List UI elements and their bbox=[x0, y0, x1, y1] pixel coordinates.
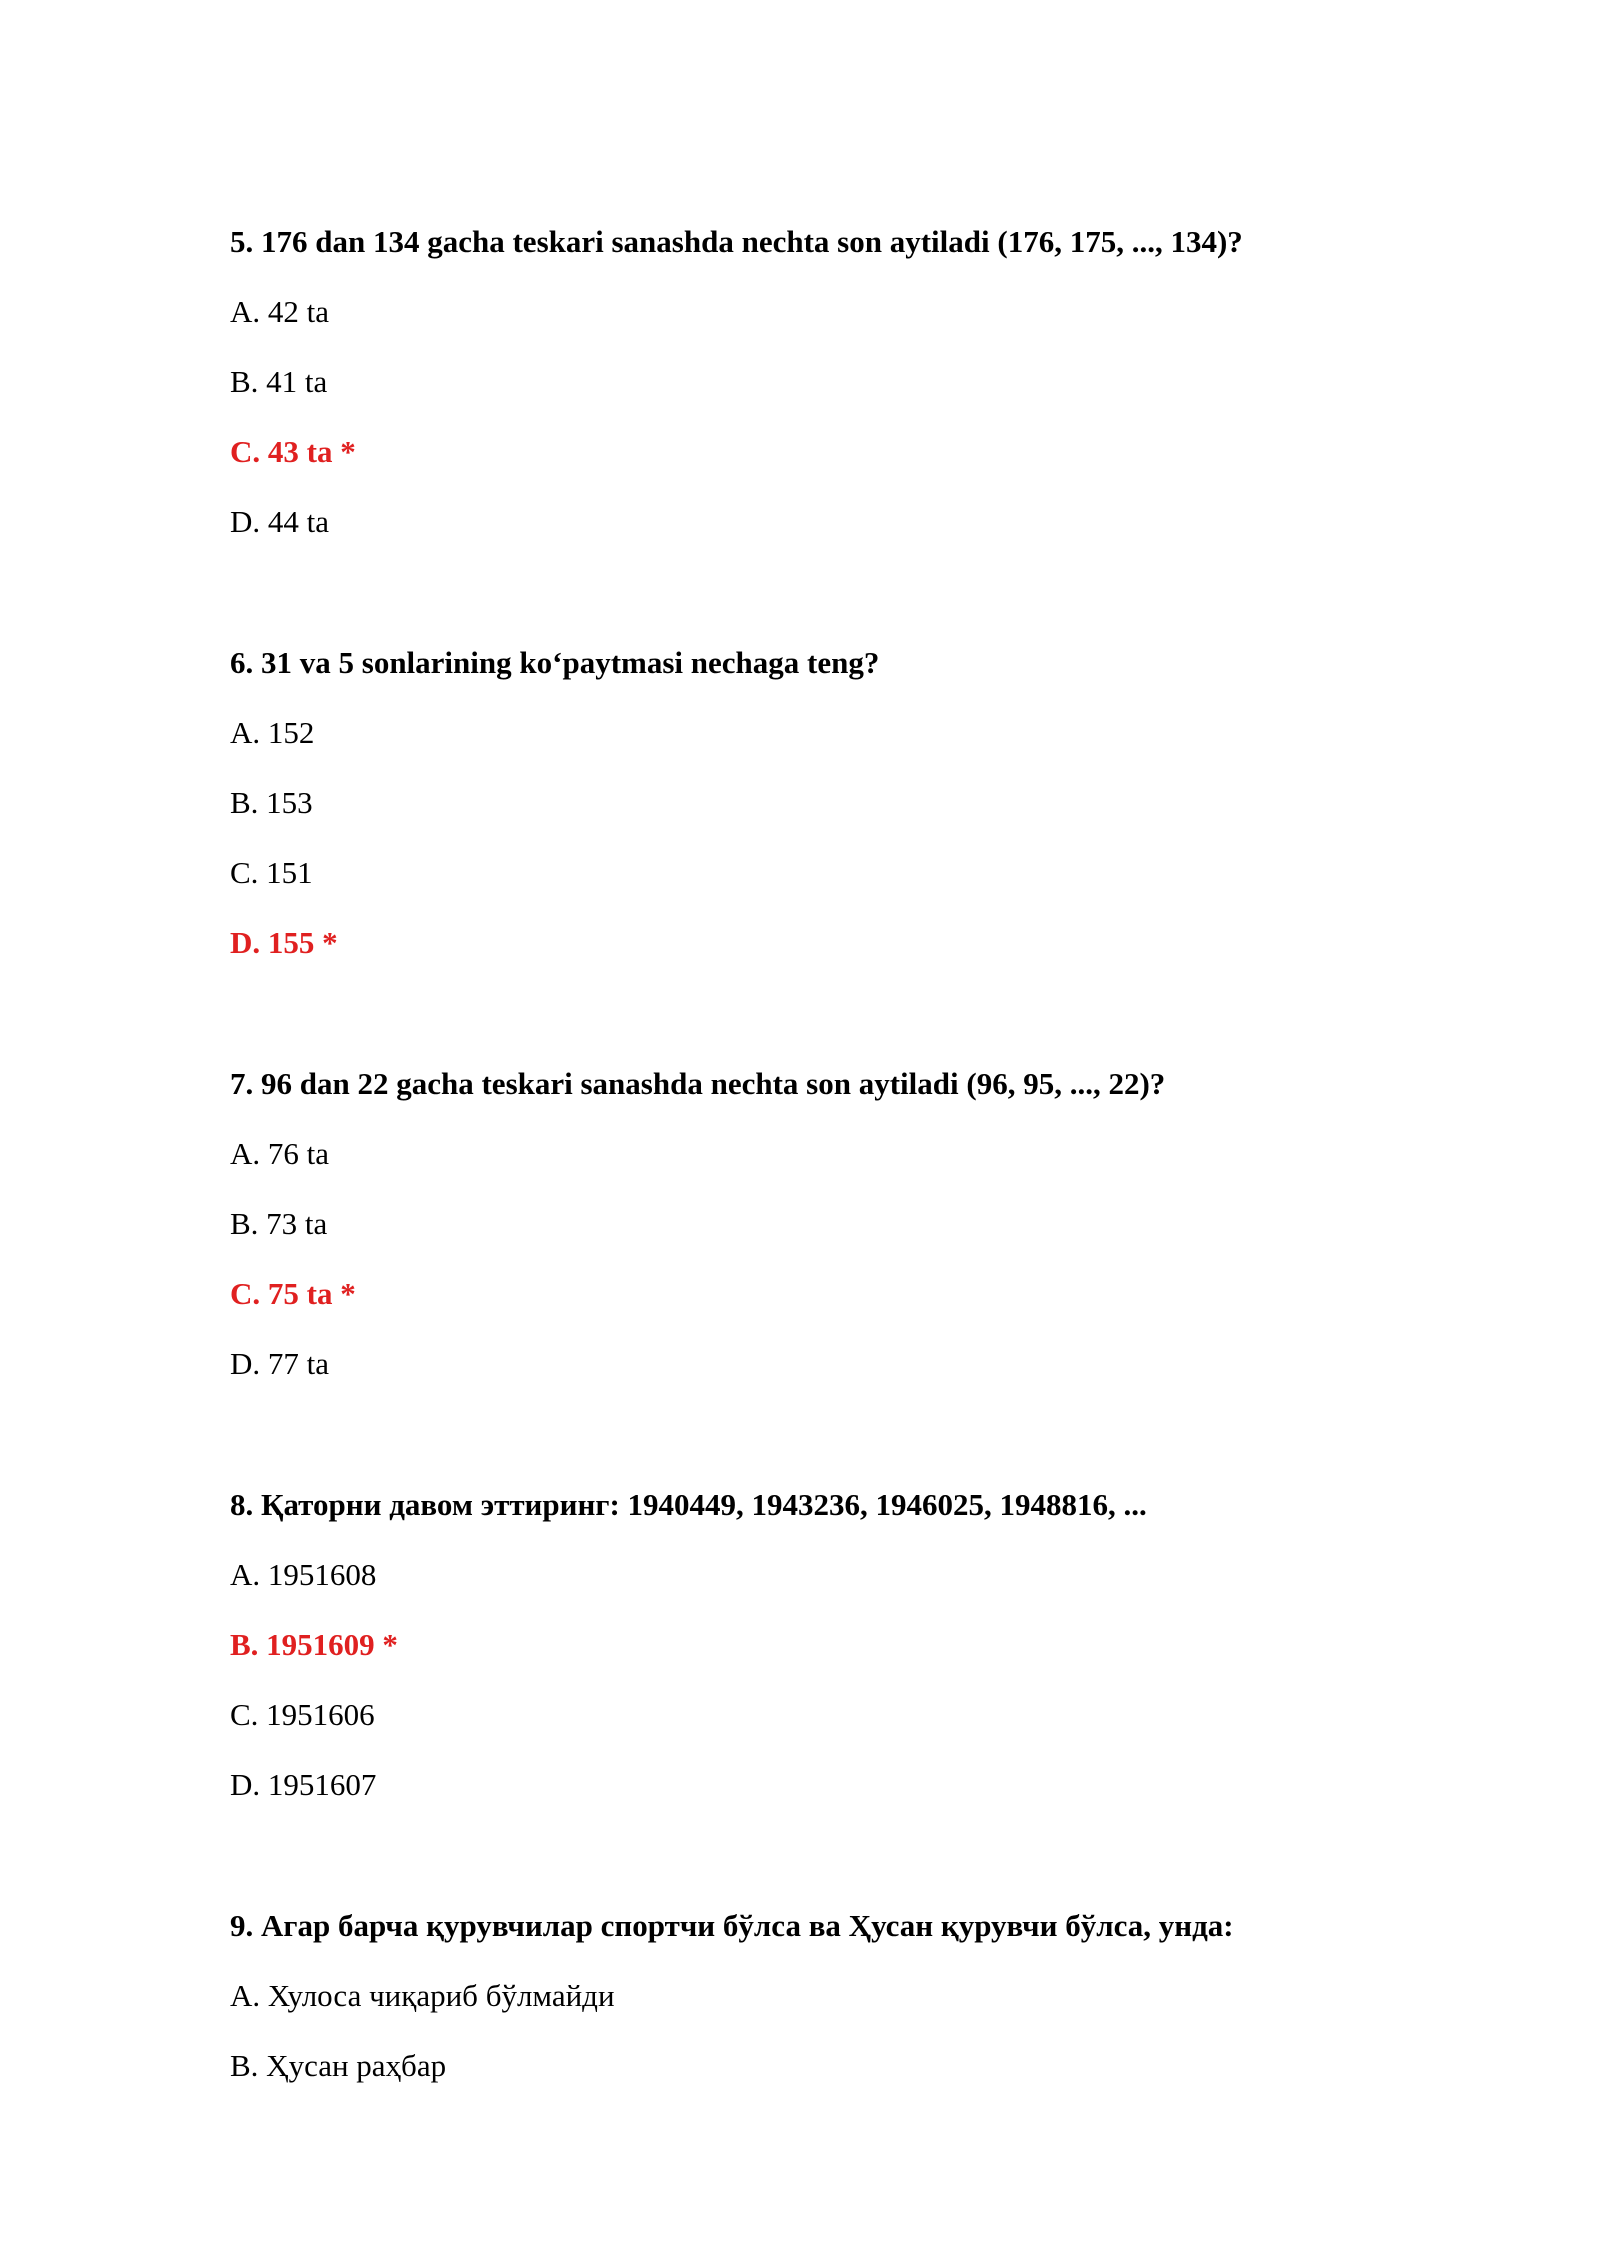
question-9-option-b: B. Ҳусан раҳбар bbox=[230, 2048, 447, 2083]
question-7-option-d: D. 77 ta bbox=[230, 1346, 330, 1381]
question-7-option-c-correct: C. 75 ta * bbox=[230, 1276, 356, 1311]
question-5-text: 5. 176 dan 134 gacha teskari sanashda nechta son aytiladi (176, 175, ..., 134)? bbox=[230, 224, 1243, 259]
question-6-option-d-correct: D. 155 * bbox=[230, 925, 338, 960]
question-7-text: 7. 96 dan 22 gacha teskari sanashda nechta son aytiladi (96, 95, ..., 22)? bbox=[230, 1066, 1166, 1101]
question-5-option-b: B. 41 ta bbox=[230, 364, 328, 399]
question-8-option-a: A. 1951608 bbox=[230, 1557, 377, 1592]
question-6-option-b: B. 153 bbox=[230, 785, 313, 820]
question-7-option-b: B. 73 ta bbox=[230, 1206, 328, 1241]
question-8-text: 8. Қаторни давом эттиринг: 1940449, 1943236, 1946025, 1948816, ... bbox=[230, 1487, 1147, 1522]
question-6-option-a: A. 152 bbox=[230, 715, 315, 750]
question-8-option-c: C. 1951606 bbox=[230, 1697, 375, 1732]
question-5-option-d: D. 44 ta bbox=[230, 504, 330, 539]
question-5-option-a: A. 42 ta bbox=[230, 294, 330, 329]
question-8-option-b-correct: B. 1951609 * bbox=[230, 1627, 398, 1662]
question-6-text: 6. 31 va 5 sonlarining ko‘paytmasi nechaga teng? bbox=[230, 645, 880, 680]
question-6-option-c: C. 151 bbox=[230, 855, 313, 890]
question-9-text: 9. Агар барча қурувчилар спортчи бўлса ва Ҳусан қурувчи бўлса, унда: bbox=[230, 1908, 1234, 1943]
question-7-option-a: A. 76 ta bbox=[230, 1136, 330, 1171]
question-8-option-d: D. 1951607 bbox=[230, 1767, 377, 1802]
question-9-option-a: A. Хулоса чиқариб бўлмайди bbox=[230, 1978, 615, 2013]
question-5-option-c-correct: C. 43 ta * bbox=[230, 434, 356, 469]
